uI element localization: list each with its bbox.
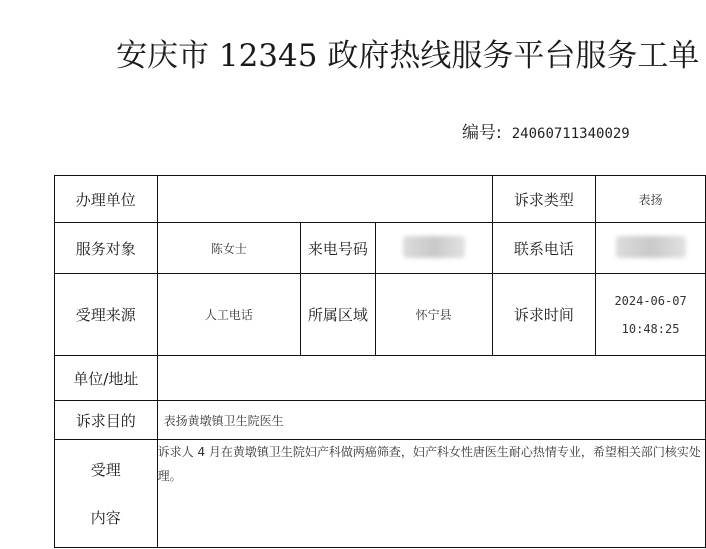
serial-value: 24060711340029 xyxy=(511,126,630,142)
table-row xyxy=(55,440,706,548)
content-label xyxy=(55,440,158,548)
handling-unit-label: 办理单位 xyxy=(55,176,158,223)
service-target-label: 服务对象 xyxy=(55,223,158,274)
content-value: 诉求人 4 月在黄墩镇卫生院妇产科做两癌筛查，妇产科女性唐医生耐心热情专业，希望相关部门核实处理。 xyxy=(157,440,705,548)
table-row xyxy=(55,401,706,440)
table-row xyxy=(55,176,706,223)
request-date: 2024-06-07 xyxy=(614,293,687,308)
redacted-phone xyxy=(403,236,465,258)
region-label: 所属区域 xyxy=(301,274,376,356)
table-row xyxy=(55,223,706,274)
content-label-line: 内容 xyxy=(90,508,121,527)
region-value: 怀宁县 xyxy=(375,274,492,356)
serial-label: 编号: xyxy=(462,123,502,143)
purpose-value: 表扬黄墩镇卫生院医生 xyxy=(157,401,705,440)
request-clock: 10:48:25 xyxy=(621,321,680,336)
work-order-table xyxy=(54,175,706,548)
table-row xyxy=(55,356,706,401)
request-type-label: 诉求类型 xyxy=(492,176,596,223)
address-label: 单位/地址 xyxy=(55,356,158,401)
address-value xyxy=(157,356,705,401)
contact-phone-value xyxy=(596,223,706,274)
redacted-phone xyxy=(616,236,686,258)
table-row xyxy=(55,274,706,356)
caller-phone-value xyxy=(375,223,492,274)
request-type-value: 表扬 xyxy=(596,176,706,223)
source-label: 受理来源 xyxy=(55,274,158,356)
caller-phone-label: 来电号码 xyxy=(301,223,376,274)
serial-number xyxy=(462,118,630,143)
request-time-label: 诉求时间 xyxy=(492,274,596,356)
contact-phone-label: 联系电话 xyxy=(492,223,596,274)
source-value: 人工电话 xyxy=(157,274,300,356)
service-target-value: 陈女士 xyxy=(157,223,300,274)
handling-unit-value xyxy=(157,176,492,223)
content-label-line: 受理 xyxy=(90,460,121,479)
page-title: 安庆市 12345 政府热线服务平台服务工单 xyxy=(116,38,700,74)
purpose-label: 诉求目的 xyxy=(55,401,158,440)
request-time-value xyxy=(596,274,706,356)
